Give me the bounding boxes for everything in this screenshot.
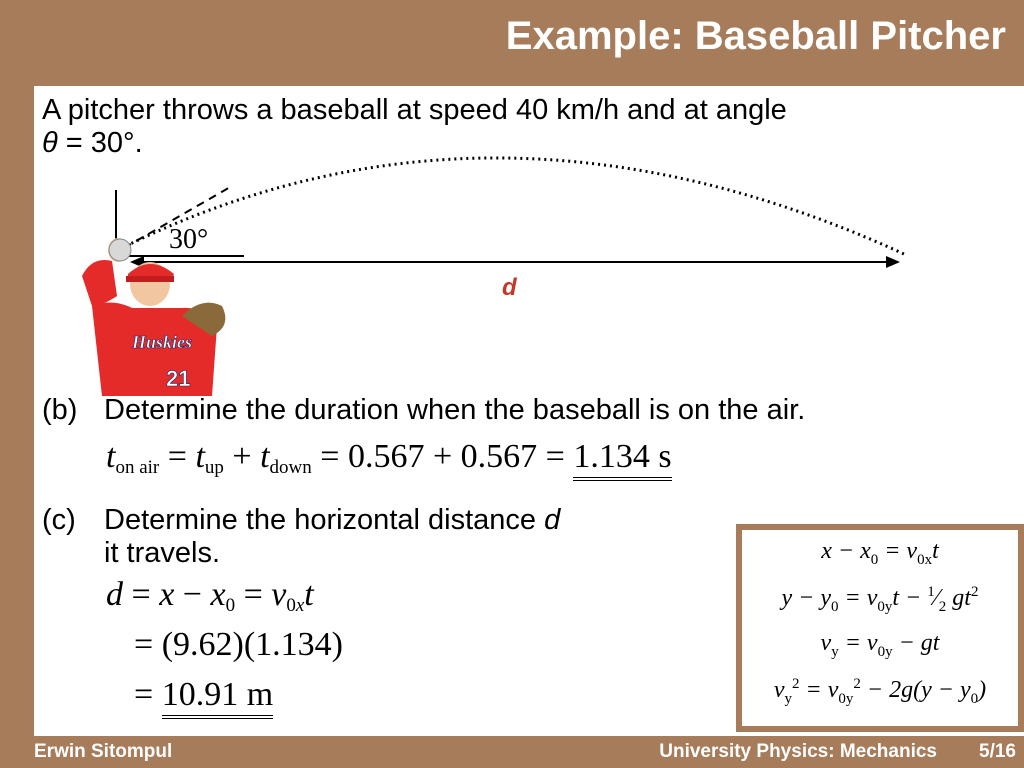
jersey-text: Huskies (132, 332, 193, 352)
part-c-equation-line2: = (9.62)(1.134) (134, 626, 343, 663)
t-down-subscript: down (269, 457, 312, 478)
part-b-tag: (b) (42, 394, 78, 426)
part-c-question (42, 504, 560, 570)
formula-y: $y - y_0 = v_{0y}t$ − $^1⁄_2$ $gt^2$ (781, 584, 979, 615)
part-c-text2: it travels. (104, 537, 221, 569)
part-b-result: 1.134 s (573, 438, 671, 481)
part-c-equation-line3: = 10.91 m (134, 676, 273, 714)
part-b-value2: 0.567 (460, 438, 538, 475)
angle-label: 30° (169, 224, 209, 255)
baseball (109, 239, 131, 261)
footer-page-number: 5/16 (979, 741, 1016, 762)
trajectory-curve (126, 158, 904, 254)
t-on-air-subscript: on air (115, 457, 160, 478)
part-c-step2: (9.62)(1.134) (161, 626, 343, 663)
formula-vy: $v_y = v_{0y}$ − gt (820, 630, 940, 660)
part-c-result: 10.91 m (162, 676, 273, 719)
part-c-var: d (544, 504, 561, 536)
part-b-text: Determine the duration when the baseball is on the air. (104, 394, 806, 426)
jersey-number: 21 (166, 366, 191, 391)
part-b-question (42, 394, 805, 427)
part-b-equation: $t_{on air} = t_{up} + t_{down} = 0.567 + 0.567 = 1.134$ s (106, 438, 672, 479)
part-c-tag: (c) (42, 504, 76, 536)
footer-author: Erwin Sitompul (34, 741, 173, 762)
distance-label: d (502, 274, 517, 301)
t-up-subscript: up (204, 457, 224, 478)
part-b-value1: 0.567 (347, 438, 425, 475)
formula-vy-squared: $v_y^2 = v_{0y}^2 - 2g(y - y_0)$ (773, 676, 987, 707)
intro-line1: A pitcher throws a baseball at speed 40 km/h and at angle (42, 94, 787, 126)
footer-course: University Physics: Mechanics (659, 741, 937, 762)
kinematics-formula-box (736, 524, 1024, 732)
formula-x: $x - x_0 = v_{0x}t$ (821, 538, 939, 568)
intro-line2: = 30°. (57, 127, 143, 159)
part-c-text1: Determine the horizontal distance (104, 504, 545, 536)
theta-symbol: θ (42, 127, 58, 159)
pitcher-image (62, 236, 242, 396)
content-panel (34, 86, 1024, 736)
slide-title: Example: Baseball Pitcher (505, 14, 1006, 58)
part-c-equation-line1: $d = x - x_0 = v_{0x}t$ (106, 576, 314, 616)
distance-arrow-right-head (886, 256, 900, 268)
